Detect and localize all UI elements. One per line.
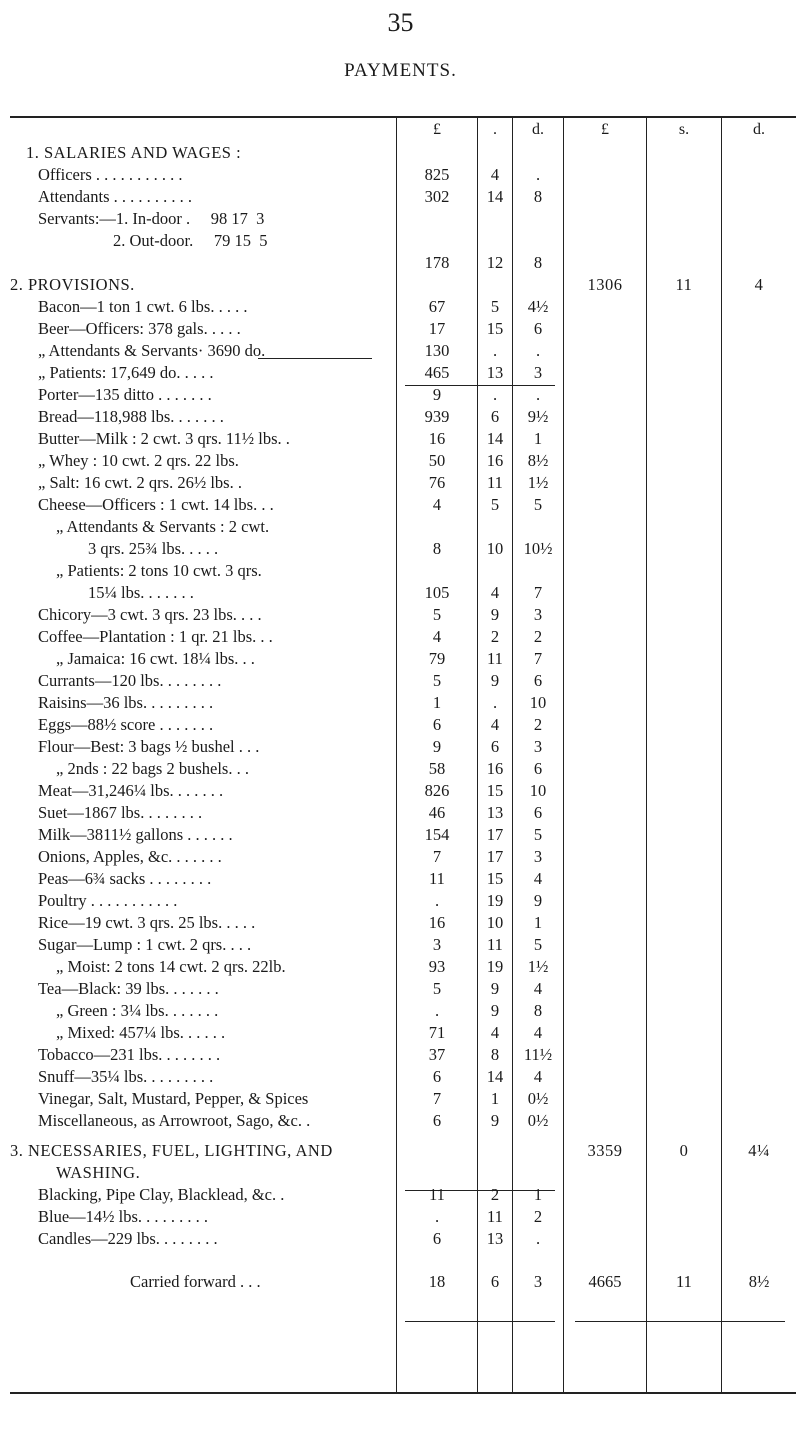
shillings-cell: 9 bbox=[490, 979, 500, 998]
shillings-header: . bbox=[493, 121, 497, 138]
bottom-rule bbox=[10, 1392, 796, 1394]
pence-cell: 8 bbox=[533, 187, 543, 206]
ledger-row bbox=[10, 1110, 796, 1132]
row-label: „ Attendants & Servants : 2 cwt. bbox=[56, 517, 270, 536]
shillings-cell: 6 bbox=[490, 1272, 500, 1291]
pence-cell: 2 bbox=[533, 1207, 543, 1226]
pounds-cell: 71 bbox=[428, 1023, 446, 1042]
pence-cell: 3 bbox=[533, 737, 543, 756]
row-label: „ Moist: 2 tons 14 cwt. 2 qrs. 22lb. bbox=[56, 957, 286, 976]
pence-cell: 5 bbox=[533, 825, 543, 844]
ledger-row bbox=[10, 648, 796, 670]
ledger-row bbox=[10, 1022, 796, 1044]
top-rule bbox=[10, 116, 796, 118]
column-header-row bbox=[10, 119, 796, 141]
pounds-cell: 130 bbox=[424, 341, 450, 360]
row-label: Poultry . . . . . . . . . . . bbox=[38, 891, 178, 910]
pounds-cell: 826 bbox=[424, 781, 450, 800]
pence-cell: 2 bbox=[533, 627, 543, 646]
pounds-cell: . bbox=[434, 1001, 440, 1020]
row-label: „ Attendants & Servants· 3690 do. bbox=[38, 341, 266, 360]
pounds-cell: 154 bbox=[424, 825, 450, 844]
pounds-cell: 4 bbox=[432, 627, 442, 646]
row-label: 2. PROVISIONS. bbox=[10, 275, 135, 294]
total-shillings-cell: 0 bbox=[679, 1141, 689, 1160]
row-label: Porter—135 ditto . . . . . . . bbox=[38, 385, 212, 404]
shillings-cell: 9 bbox=[490, 605, 500, 624]
row-label: 3. NECESSARIES, FUEL, LIGHTING, AND bbox=[10, 1141, 333, 1160]
pence-cell: 10 bbox=[529, 781, 547, 800]
pence-cell: 6 bbox=[533, 803, 543, 822]
pence-cell: 3 bbox=[533, 847, 543, 866]
shillings-cell: 17 bbox=[486, 825, 504, 844]
pence-cell: 7 bbox=[533, 649, 543, 668]
row-label: 1. SALARIES AND WAGES : bbox=[26, 143, 242, 162]
shillings-cell: 12 bbox=[486, 253, 504, 272]
row-label: Raisins—36 lbs. . . . . . . . . bbox=[38, 693, 214, 712]
pence-cell: 6 bbox=[533, 671, 543, 690]
shillings-cell: 4 bbox=[490, 715, 500, 734]
total-shillings-cell: 11 bbox=[675, 275, 693, 294]
pence-cell: 5 bbox=[533, 935, 543, 954]
shillings-cell: . bbox=[492, 693, 498, 712]
ledger-row bbox=[10, 428, 796, 450]
row-label: Coffee—Plantation : 1 qr. 21 lbs. . . bbox=[38, 627, 273, 646]
ledger-row bbox=[10, 758, 796, 780]
shillings-cell: 11 bbox=[487, 1207, 503, 1226]
ledger-row bbox=[10, 1184, 796, 1206]
shillings-cell: 10 bbox=[486, 913, 504, 932]
pounds-cell: 825 bbox=[424, 165, 450, 184]
pounds-cell: 5 bbox=[432, 979, 442, 998]
ledger-row bbox=[10, 978, 796, 1000]
shillings-cell: 19 bbox=[486, 891, 504, 910]
ledger-row bbox=[10, 472, 796, 494]
ledger-row bbox=[10, 494, 796, 516]
shillings-cell: 11 bbox=[487, 649, 503, 668]
shillings-cell: 13 bbox=[486, 363, 504, 382]
pence-cell: . bbox=[535, 341, 541, 360]
pounds-cell: 6 bbox=[432, 1067, 442, 1086]
row-label: Blue—14½ lbs. . . . . . . . . bbox=[38, 1207, 209, 1226]
page-number: 35 bbox=[387, 8, 414, 37]
pence-cell: 4 bbox=[533, 1023, 543, 1042]
pounds-cell: 93 bbox=[428, 957, 446, 976]
pence-cell: 3 bbox=[533, 363, 543, 382]
pounds-cell: 178 bbox=[424, 253, 450, 272]
pence-cell: 6 bbox=[533, 759, 543, 778]
pence-cell: 4 bbox=[533, 979, 543, 998]
pence-cell: . bbox=[535, 1229, 541, 1248]
ledger-row bbox=[10, 1088, 796, 1110]
row-label: Tobacco—231 lbs. . . . . . . . bbox=[38, 1045, 221, 1064]
shillings-cell: 5 bbox=[490, 495, 500, 514]
total-shillings-header: s. bbox=[678, 121, 690, 138]
ledger-row bbox=[10, 714, 796, 736]
shillings-cell: . bbox=[492, 341, 498, 360]
ledger-row bbox=[10, 1206, 796, 1228]
pounds-cell: 9 bbox=[432, 737, 442, 756]
ledger-row bbox=[10, 164, 796, 186]
shillings-cell: 9 bbox=[490, 671, 500, 690]
payments-ledger bbox=[10, 116, 796, 1394]
pence-cell: 2 bbox=[533, 715, 543, 734]
total-pounds-cell: 4665 bbox=[588, 1272, 622, 1291]
section-heading bbox=[10, 1140, 796, 1162]
pounds-cell: 7 bbox=[432, 1089, 442, 1108]
shillings-cell: 19 bbox=[486, 957, 504, 976]
total-pence-header: d. bbox=[753, 121, 765, 138]
shillings-cell: 15 bbox=[486, 869, 504, 888]
row-label: Milk—3811½ gallons . . . . . . bbox=[38, 825, 233, 844]
shillings-cell: 9 bbox=[490, 1001, 500, 1020]
shillings-cell: . bbox=[492, 385, 498, 404]
shillings-cell: 14 bbox=[486, 187, 504, 206]
total-pounds-cell: 3359 bbox=[587, 1141, 623, 1160]
pence-cell: 1 bbox=[533, 913, 543, 932]
row-label: Bacon—1 ton 1 cwt. 6 lbs. . . . . bbox=[38, 297, 248, 316]
row-label: „ Patients: 17,649 do. . . . . bbox=[38, 363, 214, 382]
ledger-row bbox=[10, 1044, 796, 1066]
ledger-row bbox=[10, 890, 796, 912]
pounds-cell: 302 bbox=[424, 187, 450, 206]
ledger-row bbox=[10, 560, 796, 582]
row-label: WASHING. bbox=[56, 1163, 141, 1182]
row-label: Miscellaneous, as Arrowroot, Sago, &c. . bbox=[38, 1111, 311, 1130]
page-heading: PAYMENTS. bbox=[344, 60, 457, 81]
ledger-row bbox=[10, 362, 796, 384]
ledger-row bbox=[10, 296, 796, 318]
ledger-row bbox=[10, 736, 796, 758]
pence-cell: 1½ bbox=[527, 957, 549, 976]
row-label: Rice—19 cwt. 3 qrs. 25 lbs. . . . . bbox=[38, 913, 256, 932]
ledger-row bbox=[10, 956, 796, 978]
row-label: Suet—1867 lbs. . . . . . . . bbox=[38, 803, 203, 822]
pence-cell: . bbox=[535, 385, 541, 404]
shillings-cell: 4 bbox=[490, 583, 500, 602]
total-pence-cell: 8½ bbox=[748, 1272, 770, 1291]
ledger-row bbox=[10, 934, 796, 956]
shillings-cell: 17 bbox=[486, 847, 504, 866]
ledger-row bbox=[10, 846, 796, 868]
pounds-cell: 7 bbox=[432, 847, 442, 866]
shillings-cell: 6 bbox=[490, 407, 500, 426]
ledger-row bbox=[10, 802, 796, 824]
row-label: Eggs—88½ score . . . . . . . bbox=[38, 715, 214, 734]
ledger-row bbox=[10, 340, 796, 362]
ledger-row bbox=[10, 384, 796, 406]
pence-cell: 8 bbox=[533, 1001, 543, 1020]
pounds-header: £ bbox=[433, 121, 441, 138]
total-shillings-cell: 11 bbox=[676, 1272, 692, 1291]
row-label: Cheese—Officers : 1 cwt. 14 lbs. . . bbox=[38, 495, 274, 514]
pounds-cell: 939 bbox=[424, 407, 450, 426]
pence-cell: 0½ bbox=[527, 1089, 549, 1108]
shillings-cell: 1 bbox=[490, 1089, 500, 1108]
ledger-row bbox=[10, 406, 796, 428]
pounds-cell: 9 bbox=[432, 385, 442, 404]
row-label: Blacking, Pipe Clay, Blacklead, &c. . bbox=[38, 1185, 285, 1204]
ledger-row bbox=[10, 516, 796, 538]
shillings-cell: 4 bbox=[490, 165, 500, 184]
ledger-row bbox=[10, 1000, 796, 1022]
pounds-cell: 3 bbox=[432, 935, 442, 954]
shillings-cell: 16 bbox=[486, 451, 504, 470]
pence-cell: 1½ bbox=[527, 473, 549, 492]
shillings-cell: 5 bbox=[490, 297, 500, 316]
row-label: Carried forward . . . bbox=[130, 1272, 261, 1291]
pounds-cell: 4 bbox=[432, 495, 442, 514]
shillings-cell: 2 bbox=[490, 627, 500, 646]
row-label: Chicory—3 cwt. 3 qrs. 23 lbs. . . . bbox=[38, 605, 262, 624]
shillings-cell: 15 bbox=[486, 781, 504, 800]
carried-forward-row bbox=[10, 1271, 796, 1293]
row-label: „ 2nds : 22 bags 2 bushels. . . bbox=[56, 759, 249, 778]
pence-cell: 9 bbox=[533, 891, 543, 910]
row-label: Butter—Milk : 2 cwt. 3 qrs. 11½ lbs. . bbox=[38, 429, 290, 448]
row-label: „ Patients: 2 tons 10 cwt. 3 qrs. bbox=[56, 561, 262, 580]
shillings-cell: 16 bbox=[486, 759, 504, 778]
ledger-row bbox=[10, 824, 796, 846]
pence-cell: 4 bbox=[533, 1067, 543, 1086]
row-label: 15¼ lbs. . . . . . . bbox=[88, 583, 194, 602]
section-heading bbox=[10, 142, 796, 164]
shillings-cell: 14 bbox=[486, 429, 504, 448]
pounds-cell: 6 bbox=[432, 1229, 442, 1248]
pence-cell: 4½ bbox=[527, 297, 549, 316]
shillings-cell: 9 bbox=[490, 1111, 500, 1130]
shillings-cell: 15 bbox=[486, 319, 504, 338]
pounds-cell: 8 bbox=[432, 539, 442, 558]
row-label: „ Jamaica: 16 cwt. 18¼ lbs. . . bbox=[56, 649, 255, 668]
pounds-cell: 46 bbox=[428, 803, 446, 822]
row-label: Sugar—Lump : 1 cwt. 2 qrs. . . . bbox=[38, 935, 252, 954]
total-pounds-header: £ bbox=[601, 121, 609, 138]
ledger-row bbox=[10, 582, 796, 604]
ledger-row bbox=[10, 868, 796, 890]
subtotal-rule bbox=[575, 1321, 785, 1322]
pounds-cell: 105 bbox=[424, 583, 450, 602]
row-label: Meat—31,246¼ lbs. . . . . . . bbox=[38, 781, 224, 800]
ledger-row bbox=[10, 1066, 796, 1088]
pence-cell: 9½ bbox=[527, 407, 549, 426]
shillings-cell: 11 bbox=[487, 473, 503, 492]
row-label: Tea—Black: 39 lbs. . . . . . . bbox=[38, 979, 219, 998]
pounds-cell: 5 bbox=[432, 605, 442, 624]
total-pence-cell: 4 bbox=[754, 275, 764, 294]
pence-cell: 10 bbox=[529, 693, 547, 712]
ledger-row bbox=[10, 318, 796, 340]
row-label: Bread—118,988 lbs. . . . . . . bbox=[38, 407, 224, 426]
pounds-cell: 37 bbox=[428, 1045, 446, 1064]
section-heading bbox=[10, 1162, 796, 1184]
row-label: 3 qrs. 25¾ lbs. . . . . bbox=[88, 539, 219, 558]
shillings-cell: 11 bbox=[487, 935, 503, 954]
row-label: „ Whey : 10 cwt. 2 qrs. 22 lbs. bbox=[38, 451, 239, 470]
pounds-cell: 16 bbox=[428, 429, 446, 448]
pence-header: d. bbox=[532, 121, 544, 138]
pence-cell: 1 bbox=[533, 429, 543, 448]
pence-cell: 4 bbox=[533, 869, 543, 888]
shillings-cell: 4 bbox=[490, 1023, 500, 1042]
row-label: „ Mixed: 457¼ lbs. . . . . . bbox=[56, 1023, 226, 1042]
ledger-row bbox=[10, 538, 796, 560]
pounds-cell: 79 bbox=[428, 649, 446, 668]
pounds-cell: 50 bbox=[428, 451, 446, 470]
shillings-cell: 14 bbox=[486, 1067, 504, 1086]
pence-cell: 3 bbox=[533, 1272, 543, 1291]
pounds-cell: 17 bbox=[428, 319, 446, 338]
ledger-row bbox=[10, 780, 796, 802]
pounds-cell: 58 bbox=[428, 759, 446, 778]
pounds-cell: 465 bbox=[424, 363, 450, 382]
pence-cell: 8½ bbox=[527, 451, 549, 470]
row-label: Flour—Best: 3 bags ½ bushel . . . bbox=[38, 737, 260, 756]
pounds-cell: 11 bbox=[429, 1185, 445, 1204]
pounds-cell: 76 bbox=[428, 473, 446, 492]
total-pence-cell: 4¼ bbox=[748, 1141, 770, 1160]
pence-cell: 0½ bbox=[527, 1111, 549, 1130]
shillings-cell: 13 bbox=[486, 1229, 504, 1248]
ledger-row bbox=[10, 692, 796, 714]
pence-cell: 6 bbox=[533, 319, 543, 338]
pence-cell: 10½ bbox=[523, 539, 553, 558]
pounds-cell: 6 bbox=[432, 715, 442, 734]
row-label: Attendants . . . . . . . . . . bbox=[38, 187, 192, 206]
ledger-row bbox=[10, 186, 796, 208]
row-label: Onions, Apples, &c. . . . . . . bbox=[38, 847, 222, 866]
pounds-cell: . bbox=[434, 1207, 440, 1226]
row-label: Officers . . . . . . . . . . . bbox=[38, 165, 183, 184]
shillings-cell: 13 bbox=[486, 803, 504, 822]
pounds-cell: 16 bbox=[428, 913, 446, 932]
pounds-cell: 18 bbox=[428, 1272, 446, 1291]
shillings-cell: 2 bbox=[490, 1185, 500, 1204]
row-label: 2. Out-door. 79 15 5 bbox=[113, 231, 268, 250]
row-label: Candles—229 lbs. . . . . . . . bbox=[38, 1229, 218, 1248]
row-label: Servants:—1. In-door . 98 17 3 bbox=[38, 209, 265, 228]
pence-cell: 5 bbox=[533, 495, 543, 514]
section-heading bbox=[10, 274, 796, 296]
pounds-cell: 5 bbox=[432, 671, 442, 690]
row-label: „ Green : 3¼ lbs. . . . . . . bbox=[56, 1001, 219, 1020]
ledger-row bbox=[10, 670, 796, 692]
pounds-cell: 1 bbox=[432, 693, 442, 712]
subtotal-rule bbox=[405, 1321, 555, 1322]
row-label: Peas—6¾ sacks . . . . . . . . bbox=[38, 869, 212, 888]
ledger-row bbox=[10, 604, 796, 626]
shillings-cell: 6 bbox=[490, 737, 500, 756]
ledger-row bbox=[10, 230, 796, 252]
pence-cell: 11½ bbox=[523, 1045, 553, 1064]
total-pounds-cell: 1306 bbox=[587, 275, 623, 294]
pounds-cell: 6 bbox=[432, 1111, 442, 1130]
pounds-cell: 11 bbox=[429, 869, 445, 888]
subtotal-row bbox=[10, 252, 796, 274]
pence-cell: . bbox=[535, 165, 541, 184]
ledger-row bbox=[10, 912, 796, 934]
row-label: Currants—120 lbs. . . . . . . . bbox=[38, 671, 222, 690]
pence-cell: 3 bbox=[533, 605, 543, 624]
pence-cell: 8 bbox=[533, 253, 543, 272]
row-label: Snuff—35¼ lbs. . . . . . . . . bbox=[38, 1067, 214, 1086]
row-label: „ Salt: 16 cwt. 2 qrs. 26½ lbs. . bbox=[38, 473, 242, 492]
shillings-cell: 8 bbox=[490, 1045, 500, 1064]
pounds-cell: . bbox=[434, 891, 440, 910]
ledger-row bbox=[10, 450, 796, 472]
shillings-cell: 10 bbox=[486, 539, 504, 558]
row-label: Vinegar, Salt, Mustard, Pepper, & Spices bbox=[38, 1089, 309, 1108]
pounds-cell: 67 bbox=[428, 297, 446, 316]
ledger-row bbox=[10, 1228, 796, 1250]
ledger-row bbox=[10, 208, 796, 230]
row-label: Beer—Officers: 378 gals. . . . . bbox=[38, 319, 241, 338]
pence-cell: 1 bbox=[533, 1185, 543, 1204]
ledger-row bbox=[10, 626, 796, 648]
pence-cell: 7 bbox=[533, 583, 543, 602]
